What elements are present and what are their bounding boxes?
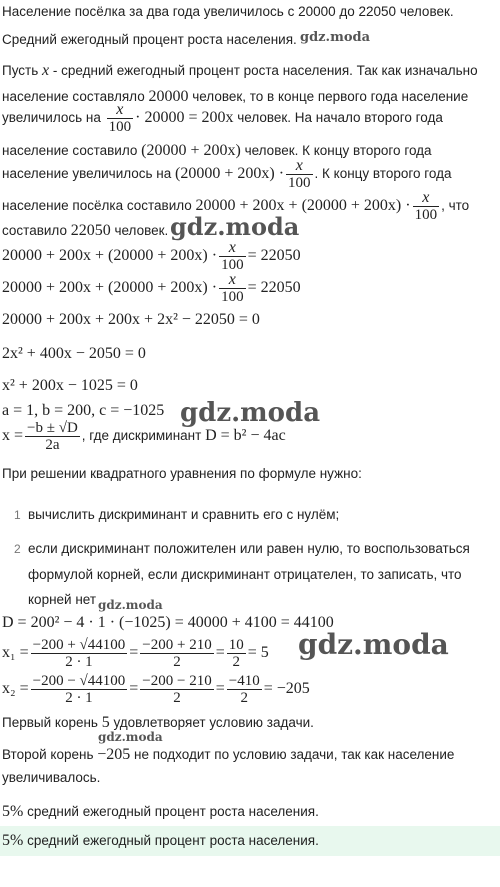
x2-f3-den: 2 [240, 690, 248, 706]
x1-frac-3 [227, 637, 246, 670]
x2-frac-2 [140, 673, 213, 706]
answer-text: средний ежегодный процент роста населения. [23, 804, 319, 819]
let-line [2, 62, 478, 80]
let-rest: - средний ежегодный процент роста населения. Так как изначально [49, 63, 478, 78]
p2-b: человек, то в конце первого года население [188, 89, 469, 104]
p2-num: 20000 [148, 88, 189, 105]
x2-f1-num: −200 − √44100 [32, 673, 126, 689]
frac-num: x [286, 158, 313, 175]
list-item-2: если дискриминант положителен или равен нулю, то воспользоваться [28, 541, 470, 556]
list-item-1: вычислить дискриминант и сравнить его с нулём; [28, 507, 340, 522]
p6-a: население посёлка составило [2, 198, 196, 214]
root-disc: D = b² − 4ac [205, 427, 286, 445]
fraction-x-100 [286, 158, 313, 191]
p4-a: население составило [2, 143, 142, 158]
fraction-x-100 [107, 102, 134, 135]
final-answer-line [2, 832, 319, 850]
problem-question-text: Средний ежегодный процент роста населения. [2, 32, 297, 47]
let-label: Пусть [2, 63, 43, 78]
x1-f1-num: −200 + √44100 [32, 637, 126, 653]
equation-2 [2, 272, 301, 305]
var-x: x [42, 62, 50, 79]
para-line-5 [2, 158, 451, 191]
x2-line [2, 673, 310, 706]
eq1-rhs: = 22050 [247, 247, 301, 265]
p5-math: (20000 + 200x) · [175, 165, 285, 183]
x2-lhs: x₂ = [2, 680, 29, 698]
second-root-b: не подходит по условию задачи, так как население [130, 747, 455, 762]
answer-line [2, 803, 319, 821]
first-root-b: удовлетворяет условию задачи. [109, 715, 314, 730]
x2-f1-den: 2 · 1 [65, 690, 93, 706]
fraction-x-100 [219, 240, 246, 273]
root-num: −b ± √D [27, 420, 78, 436]
list-item-2-cont2: корней нет [28, 592, 97, 607]
final-text: средний ежегодный процент роста населения. [23, 833, 319, 848]
p5-a: население увеличилось на [2, 166, 176, 182]
watermark: gdz.moda [180, 398, 321, 428]
fraction-x-100 [219, 272, 246, 305]
frac-num: x [413, 190, 440, 207]
x2-result: = −205 [263, 680, 310, 698]
frac-num: x [107, 102, 134, 119]
x1-f2-num: −200 + 210 [142, 637, 212, 653]
watermark: gdz.moda [298, 628, 449, 661]
x2-f2-den: 2 [173, 690, 181, 706]
eq1-lhs: 20000 + 200x + (20000 + 200x) · [2, 247, 218, 265]
frac-num: x [219, 240, 246, 257]
list-item-1-num: 1 [14, 508, 21, 522]
eq-sign: = [215, 680, 225, 698]
second-root-value: −205 [97, 746, 131, 763]
p3-math: · 20000 = 200x [135, 109, 234, 127]
x1-f3-den: 2 [232, 654, 240, 670]
first-root-value: 5 [101, 714, 110, 731]
equation-1 [2, 240, 301, 273]
eq2-lhs: 20000 + 200x + (20000 + 200x) · [2, 279, 218, 297]
frac-num: x [219, 272, 246, 289]
x1-line [2, 637, 269, 670]
frac-den: 100 [108, 119, 132, 135]
p7-math: 22050 [70, 222, 111, 239]
eq-sign: = [129, 644, 139, 662]
root-lhs: x = [2, 427, 24, 445]
p6-math: 20000 + 200x + (20000 + 200x) · [195, 197, 411, 215]
root-formula-line [2, 420, 286, 453]
frac-den: 100 [221, 257, 244, 273]
equation-3: 20000 + 200x + 200x + 2x² − 22050 = 0 [2, 311, 260, 328]
x1-f1-den: 2 · 1 [65, 654, 93, 670]
p2-a: население составляло [2, 89, 149, 104]
p4-math: (20000 + 200x) [141, 142, 241, 159]
x1-result: = 5 [247, 644, 269, 662]
problem-statement: Население посёлка за два года увеличилось с 20000 до 22050 человек. [2, 4, 454, 19]
frac-den: 100 [221, 289, 244, 305]
p3-c: человек. На начало второго года [233, 110, 443, 126]
p3-a: увеличилось на [2, 110, 105, 126]
p7-a: составило [2, 223, 71, 238]
eq-sign: = [215, 644, 225, 662]
root-text: , где дискриминант [81, 428, 206, 444]
equation-5: x² + 200x − 1025 = 0 [2, 377, 138, 394]
eq-sign: = [129, 680, 139, 698]
eq2-rhs: = 22050 [247, 279, 301, 297]
second-root-line [2, 746, 454, 764]
p4-b: человек. К концу второго года [240, 143, 432, 158]
x1-f2-den: 2 [173, 654, 181, 670]
second-root-cont: увеличивалось. [2, 770, 101, 785]
x1-f3-num: 10 [228, 637, 244, 653]
p5-b: . К концу второго года [314, 166, 452, 182]
list-item-2-cont1: формулой корней, если дискриминант отрицателен, то записать, что [28, 567, 462, 582]
x2-f3-num: −410 [228, 673, 260, 689]
root-fraction [25, 420, 80, 453]
watermark: gdz.moda [98, 598, 163, 612]
p7-b: человек. [110, 223, 169, 238]
x2-frac-1 [31, 673, 128, 706]
para-line-3 [2, 102, 443, 135]
p6-b: , что [441, 198, 470, 214]
discriminant-calc: D = 200² − 4 · 1 · (−1025) = 40000 + 4100 = 44100 [2, 614, 334, 631]
frac-den: 100 [414, 207, 438, 223]
equation-coeffs: a = 1, b = 200, c = −1025 [2, 402, 165, 419]
x1-frac-2 [140, 637, 213, 670]
root-den: 2a [45, 437, 60, 453]
second-root-a: Второй корень [2, 747, 98, 762]
watermark: gdz.moda [170, 212, 300, 241]
problem-question [2, 32, 297, 47]
answer-pct: 5% [2, 803, 24, 820]
fraction-x-100 [413, 190, 440, 223]
x1-frac-1 [31, 637, 128, 670]
para-line-7 [2, 222, 168, 240]
formula-intro: При решении квадратного уравнения по формуле нужно: [2, 466, 362, 481]
frac-den: 100 [288, 175, 311, 191]
x2-frac-3 [227, 673, 262, 706]
first-root-a: Первый корень [2, 715, 102, 730]
x1-lhs: x₁ = [2, 644, 29, 662]
list-item-2-num: 2 [14, 542, 21, 556]
final-pct: 5% [2, 832, 24, 849]
watermark: gdz.moda [300, 30, 371, 45]
watermark: gdz.moda [98, 730, 163, 744]
x2-f2-num: −200 − 210 [142, 673, 212, 689]
equation-4: 2x² + 400x − 2050 = 0 [2, 345, 146, 362]
